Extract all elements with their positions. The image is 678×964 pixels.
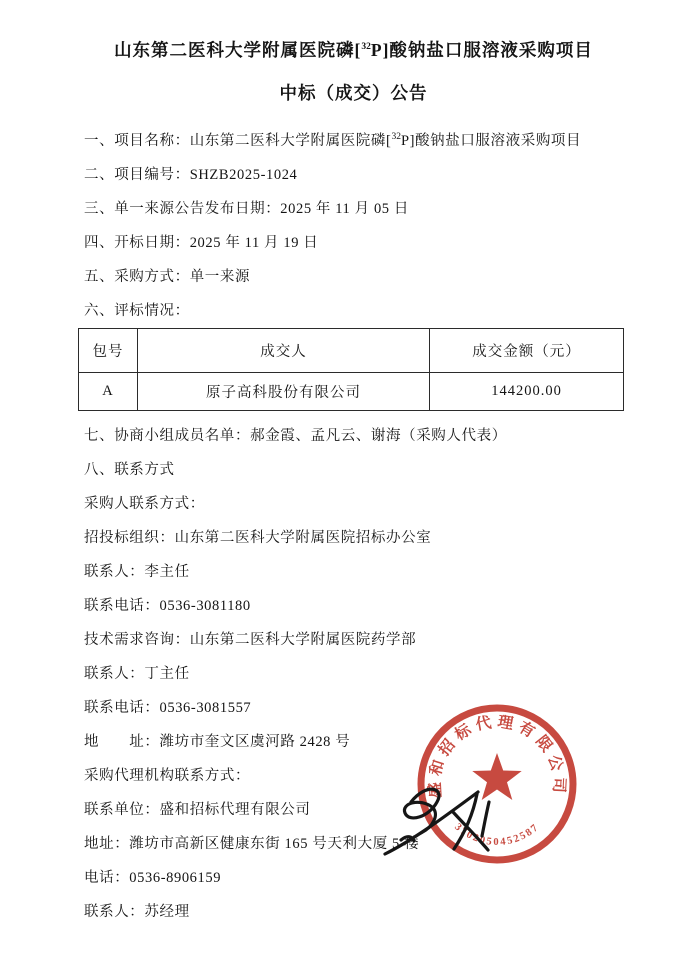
award-table: [78, 328, 624, 411]
contact-line: 联系人：丁主任: [84, 665, 190, 682]
title-text: 山东第二医科大学附属医院磷[: [114, 39, 362, 60]
contact-line: 联系电话：0536-3081557: [84, 699, 252, 716]
contact-line: 采购代理机构联系方式：: [84, 767, 251, 784]
document-title-line2: 中标（成交）公告: [279, 82, 428, 103]
item-committee: 七、协商小组成员名单：郝金霞、孟凡云、谢海（采购人代表）: [84, 427, 507, 444]
contact-line: 招投标组织：山东第二医科大学附属医院招标办公室: [84, 529, 432, 546]
header-amount: 成交金额（元）: [430, 328, 624, 372]
cell-winner: 原子高科股份有限公司: [138, 372, 430, 410]
document-title-line1: [84, 32, 623, 65]
title-text-suffix: P]酸钠盐口服溶液采购项目: [370, 39, 593, 60]
item-open-date: 四、开标日期：2025 年 11 月 19 日: [84, 234, 319, 251]
project-name-suffix: P]酸钠盐口服溶液采购项目: [400, 132, 582, 149]
award-table-header-row: [79, 328, 624, 372]
item-announce-date: 三、单一来源公告发布日期：2025 年 11 月 05 日: [84, 200, 409, 217]
header-package: 包号: [79, 328, 138, 372]
header-winner: 成交人: [138, 328, 430, 372]
isotope-superscript: 32: [391, 131, 401, 142]
item-project-name: [84, 120, 623, 158]
contact-line: 联系单位：盛和招标代理有限公司: [84, 801, 311, 818]
item-procurement-method: 五、采购方式：单一来源: [84, 268, 251, 285]
contact-line: 技术需求咨询：山东第二医科大学附属医院药学部: [84, 631, 417, 648]
item-project-number: 二、项目编号：SHZB2025-1024: [84, 166, 298, 183]
contact-line: 联系人：苏经理: [84, 903, 190, 920]
table-row: [79, 372, 624, 410]
contact-line: 联系电话：0536-3081180: [84, 597, 251, 614]
contact-line: 联系人：李主任: [84, 563, 190, 580]
handwritten-signature: [381, 770, 513, 862]
contact-line: 地址：潍坊市高新区健康东街 165 号天利大厦 5 楼: [84, 835, 420, 852]
project-name-text: 一、项目名称：山东第二医科大学附属医院磷[: [84, 132, 392, 149]
seal-company-name: 盛和招标代理有限公司: [426, 713, 568, 799]
isotope-superscript: 32: [361, 42, 371, 52]
cell-amount: 144200.00: [430, 372, 624, 410]
contact-line: 地 址：潍坊市奎文区虞河路 2428 号: [84, 733, 351, 750]
item-contact-heading: 八、联系方式: [84, 461, 175, 478]
seal-serial-number: 3702050452587: [452, 821, 542, 848]
cell-package: A: [79, 372, 138, 410]
contact-line: 电话：0536-8906159: [84, 869, 222, 886]
contact-line: 采购人联系方式：: [84, 495, 205, 512]
item-evaluation-heading: 六、评标情况：: [84, 302, 190, 319]
